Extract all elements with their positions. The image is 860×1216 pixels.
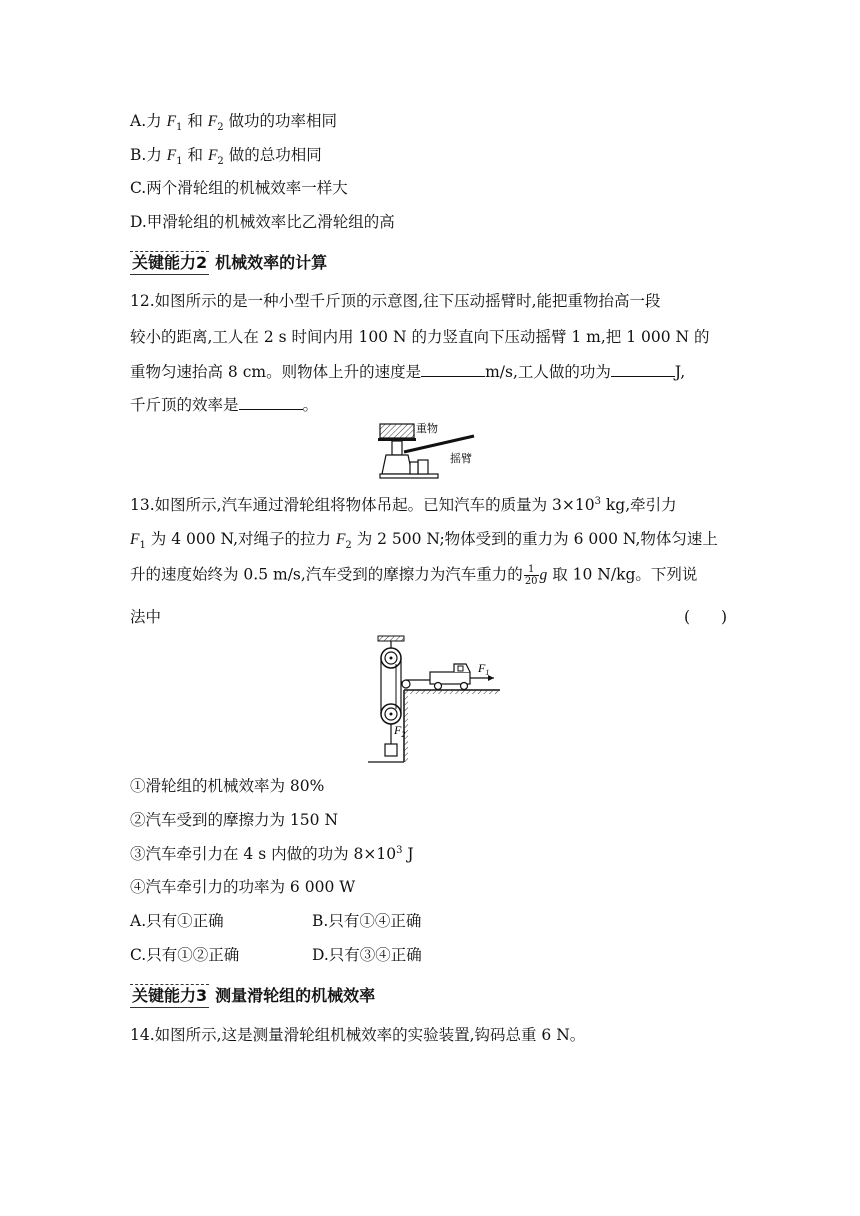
q14-line-1: 14.如图所示,这是测量滑轮组机械效率的实验装置,钩码总重 6 N。 xyxy=(130,1026,586,1044)
q12-line-4: 千斤顶的效率是 。 xyxy=(130,396,319,414)
option-b: B.力 $F_1$ 和 $F_2$ 做的总功相同 xyxy=(130,146,322,168)
option-c: C.两个滑轮组的机械效率一样大 xyxy=(130,179,348,197)
label-f1: $F_1$ xyxy=(478,661,490,677)
label-weight: 重物 xyxy=(416,422,438,435)
q12-line-1: 12.如图所示的是一种小型千斤顶的示意图,往下压动摇臂时,能把重物抬高一段 xyxy=(130,292,661,310)
pulley-car-diagram xyxy=(368,634,508,766)
statement-3: ③汽车牵引力在 4 s 内做的功为 $8\times 10^3$ J xyxy=(130,844,414,863)
option-d[interactable]: D.只有③④正确 xyxy=(312,946,422,964)
section-tag: 关键能力2 xyxy=(130,251,209,275)
q12-line-2: 较小的距离,工人在 2 s 时间内用 100 N 的力竖直向下压动摇臂 1 m,把 1 000 N 的 xyxy=(130,328,710,346)
option-b[interactable]: B.只有①④正确 xyxy=(312,912,422,930)
answer-paren[interactable]: ( ) xyxy=(684,608,728,626)
option-a[interactable]: A.只有①正确 xyxy=(130,912,224,930)
jack-diagram xyxy=(374,418,484,484)
option-d: D.甲滑轮组的机械效率比乙滑轮组的高 xyxy=(130,213,395,231)
statement-4: ④汽车牵引力的功率为 6 000 W xyxy=(130,878,356,896)
q12-line-3: 重物匀速抬高 8 cm。则物体上升的速度是 m/s,工人做的功为 J, xyxy=(130,363,686,381)
option-a: A.力 $F_1$ 和 $F_2$ 做功的功率相同 xyxy=(130,112,338,134)
label-arm: 摇臂 xyxy=(450,452,472,465)
answer-blank-efficiency[interactable] xyxy=(239,394,303,410)
section-header-3 xyxy=(130,984,375,1008)
section-tag: 关键能力3 xyxy=(130,984,209,1008)
answer-blank-work[interactable] xyxy=(611,361,675,377)
q13-line-3: 升的速度始终为 0.5 m/s,汽车受到的摩擦力为汽车重力的 $\frac{1}{20}$ g 取 10 N/kg。下列说 xyxy=(130,564,698,587)
q13-line-2: $F_1$ 为 4 000 N,对绳子的拉力 $F_2$ 为 2 500 N;物体受到的重力为 6 000 N,物体匀速上 xyxy=(130,530,718,552)
statement-2: ②汽车受到的摩擦力为 150 N xyxy=(130,811,339,829)
label-f2: $F_2$ xyxy=(394,723,406,739)
q13-line-4: 法中 xyxy=(130,608,162,626)
fraction: $\frac{1}{20}$ xyxy=(524,564,538,587)
answer-blank-speed[interactable] xyxy=(421,361,485,377)
section-title: 机械效率的计算 xyxy=(215,253,328,272)
section-title: 测量滑轮组的机械效率 xyxy=(215,986,376,1005)
option-c[interactable]: C.只有①②正确 xyxy=(130,946,240,964)
section-header-2 xyxy=(130,251,327,275)
q13-line-1: 13.如图所示,汽车通过滑轮组将物体吊起。已知汽车的质量为 $3\times 10^3$ kg,牵引力 xyxy=(130,495,677,514)
statement-1: ①滑轮组的机械效率为 80% xyxy=(130,777,325,795)
